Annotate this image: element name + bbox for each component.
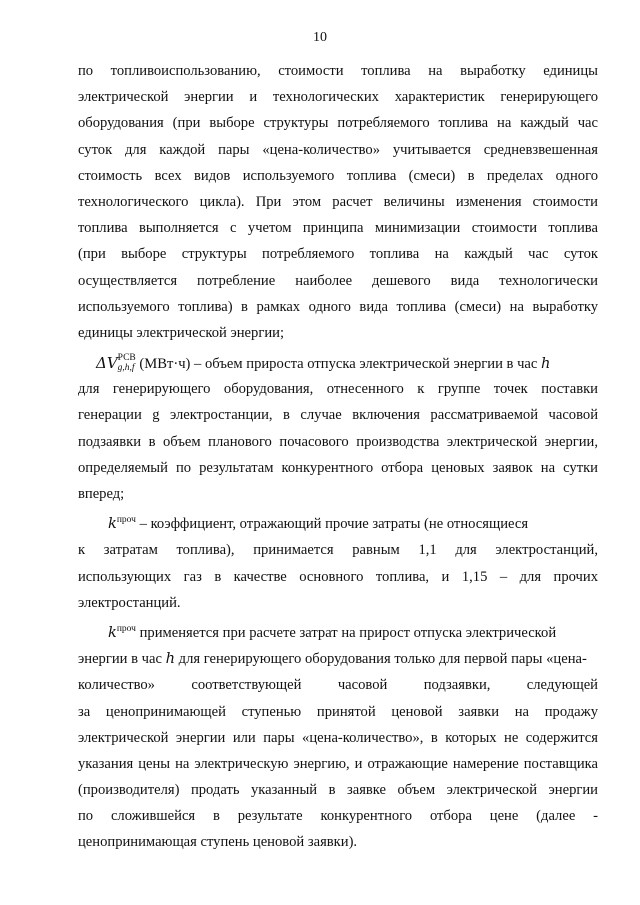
- paragraph-2: [78, 350, 598, 507]
- definition-line: [78, 620, 598, 646]
- text-line: к затратам топлива), принимается равным 1,1 для электростанций,: [78, 542, 598, 559]
- text-line: электрической энергии и технологических характеристик генерирующего: [78, 89, 598, 106]
- text-line: используемого топлива) в рамках одного вида топлива (смеси) на выработку: [78, 298, 598, 315]
- text-line: по сложившейся в результате конкурентного отбора цене (далее -: [78, 808, 598, 825]
- text-line: технологического цикла). При этом расчет величины изменения стоимости: [78, 193, 598, 210]
- text-line: вперед;: [78, 486, 125, 502]
- definition-line: [78, 350, 598, 376]
- text-line: использующих газ в качестве основного топлива, и 1,15 – для прочих: [78, 568, 598, 585]
- text-line: определяемый по результатам конкурентного отбора ценовых заявок на сутки: [78, 459, 598, 476]
- math-h: h: [541, 355, 551, 373]
- text-line: суток для каждой пары «цена-количество» учитывается средневзвешенная: [78, 141, 598, 158]
- definition-text: – коэффициент, отражающий прочие затраты (не относящиеся: [135, 516, 529, 533]
- text-line: ценопринимающая ступень ценовой заявки).: [78, 834, 358, 851]
- text-line: электрической энергии или пары «цена-количество», в которых не содержится: [78, 729, 598, 746]
- definition-text: применяется при расчете затрат на прирост отпуска электрической: [135, 624, 557, 641]
- text-line: (при выборе структуры потребляемого топлива на каждый час суток: [78, 246, 598, 263]
- text-fragment: для генерирующего оборудования только для первой пары «цена-: [175, 651, 587, 668]
- math-symbol-k: k: [108, 623, 117, 641]
- text-line: для генерирующего оборудования, отнесенного к группе точек поставки: [78, 381, 598, 398]
- text-line: электростанций.: [78, 594, 181, 611]
- text-line: топлива выполняется с учетом принципа минимизации стоимости топлива: [78, 220, 598, 237]
- text-line: количество» соответствующей часовой подзаявки, следующей: [78, 677, 598, 694]
- text-line: за ценопринимающей ступенью принятой ценовой заявки на продажу: [78, 703, 598, 720]
- definition-text: (МВт·ч) – объем прироста отпуска электрической энергии в час: [135, 356, 542, 373]
- text-line: генерации g электростанции, в случае включения рассматриваемой часовой: [78, 407, 598, 424]
- math-superscript: РСВ: [117, 352, 136, 363]
- math-sup-sub: [118, 353, 136, 373]
- math-subscript: g,h,f: [117, 362, 135, 373]
- math-symbol-k: k: [108, 515, 117, 533]
- document-body: [78, 58, 598, 856]
- text-line: по топливоиспользованию, стоимости топлива на выработку единицы: [78, 63, 598, 79]
- text-line: стоимость всех видов используемого топлива (смеси) в пределах одного: [78, 167, 598, 184]
- definition-line: [78, 511, 598, 537]
- text-line: указания цены на электрическую энергию, и отражающие намерение поставщика: [78, 755, 598, 772]
- text-line: [78, 646, 598, 672]
- math-superscript: проч: [116, 624, 136, 635]
- paragraph-3: [78, 511, 598, 616]
- text-line: единицы электрической энергии;: [78, 324, 284, 341]
- math-symbol-delta-v: ΔV: [96, 354, 118, 373]
- text-line: (производителя) продать указанный в заявке объем электрической энергии: [78, 782, 598, 799]
- math-h: h: [165, 650, 175, 668]
- paragraph-1: [78, 58, 598, 346]
- text-fragment: энергии в час: [78, 651, 166, 668]
- paragraph-4: [78, 620, 598, 856]
- page-number: 10: [313, 30, 327, 45]
- text-line: осуществляется потребление наиболее дешевого вида технологически: [78, 272, 598, 289]
- text-line: оборудования (при выборе структуры потребляемого топлива на каждый час: [78, 115, 598, 132]
- math-superscript: проч: [116, 515, 136, 526]
- text-line: подзаявки в объем планового почасового производства электрической энергии,: [78, 433, 598, 450]
